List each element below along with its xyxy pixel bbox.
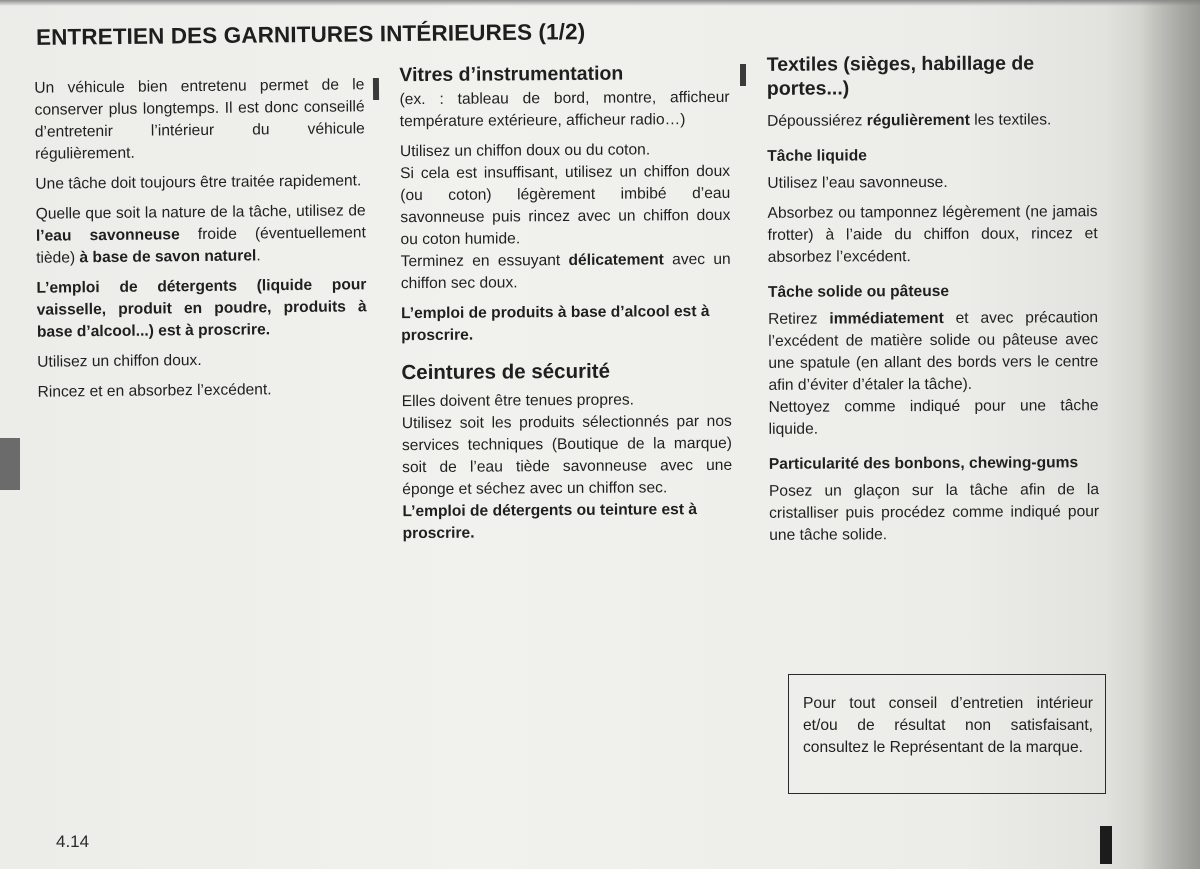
instrument-damp-cloth-paragraph: Si cela est insuffisant, utilisez un chiffon doux (ou coton) légèrement imbibé d’eau savonneuse puis rincez avec un chiffon doux ou coton humide. — [400, 162, 731, 249]
belts-products-paragraph: Utilisez soit les produits sélectionnés par nos services techniques (Boutique de la marque) soit de l’eau tiède savonneuse avec une éponge et séchez avec un chiffon sec. — [401, 412, 733, 499]
emphasis-gently: délicatement — [568, 251, 664, 269]
intro-paragraph: Un véhicule bien entretenu permet de le conserver plus longtemps. Il est donc conseillé d’entretenir l’intérieur du véhicule régulièrement. — [34, 76, 365, 163]
heading-seat-belts: Ceintures de sécurité — [401, 359, 611, 385]
emphasis-natural-soap: à base de savon naturel — [79, 247, 257, 267]
instrument-cloth-paragraph: Utilisez un chiffon doux ou du coton. — [399, 141, 651, 161]
alcohol-warning: L’emploi de produits à base d’alcool est à proscrire. — [400, 302, 710, 345]
text-run: . — [256, 247, 261, 265]
liquid-stain-absorb: Absorbez ou tamponnez légèrement (ne jamais frotter) à l’aide du chiffon doux, rincez et absorbez l’excédent. — [767, 203, 1098, 266]
soapy-water-paragraph — [36, 200, 367, 269]
page-top-shadow — [0, 0, 1200, 6]
text-run: Retirez — [768, 310, 830, 328]
textiles-dust-paragraph — [767, 109, 1097, 133]
section-marker-bar — [740, 64, 746, 86]
liquid-stain-soapy-water: Utilisez l’eau savonneuse. — [767, 173, 948, 192]
section-marker-bar — [373, 78, 379, 100]
heading-textiles: Textiles (sièges, habillage de portes...) — [766, 52, 1035, 100]
soft-cloth-paragraph: Utilisez un chiffon doux. — [37, 352, 202, 371]
page-gutter-shadow — [1140, 0, 1200, 869]
column-instruments-belts — [399, 61, 732, 553]
text-run: les textiles. — [969, 111, 1052, 129]
column-textiles — [767, 51, 1100, 555]
subheading-chewing-gum: Particularité des bonbons, chewing-gums — [768, 454, 1079, 473]
instrument-finish-paragraph — [401, 249, 731, 295]
belts-detergent-warning: L’emploi de détergents ou teinture est à proscrire. — [402, 501, 698, 543]
chapter-tab-left — [0, 438, 20, 490]
emphasis-regularly: régulièrement — [866, 111, 970, 130]
solid-stain-clean: Nettoyez comme indiqué pour une tâche liquide. — [768, 397, 1099, 438]
text-run: froide (éventuellement tiède) — [36, 224, 366, 267]
page-number: 4.14 — [56, 832, 90, 851]
text-run: Dépoussiérez — [767, 112, 867, 130]
subheading-liquid-stain: Tâche liquide — [767, 147, 867, 165]
detergent-warning: L’emploi de détergents (liquide pour vaisselle, produit en poudre, produits à base d’alcool...) est à proscrire. — [36, 276, 367, 341]
text-run: Quelle que soit la nature de la tâche, utilisez de — [35, 202, 366, 223]
page-title: ENTRETIEN DES GARNITURES INTÉRIEURES (1/2) — [35, 19, 586, 50]
column-intro — [34, 74, 367, 411]
urgency-paragraph: Une tâche doit toujours être traitée rapidement. — [35, 172, 362, 193]
text-run: avec un chiffon sec doux. — [400, 250, 731, 293]
advice-note-box: Pour tout conseil d’entretien intérieur et/ou de résultat non satisfaisant, consultez le Représentant de la marque. — [788, 674, 1106, 794]
chapter-tab-right — [1100, 826, 1112, 864]
text-run: Terminez en essuyant — [400, 251, 569, 271]
emphasis-immediately: immédiatement — [829, 309, 944, 328]
text-run: et avec précaution l’excédent de matière solide ou pâteuse avec une spatule (en allant des bords vers le centre afin d’éviter d’étaler la tâche). — [768, 309, 1099, 394]
emphasis-soapy-water: l’eau savonneuse — [35, 226, 180, 245]
instrument-examples: (ex. : tableau de bord, montre, afficheur température extérieure, afficheur radio…) — [399, 88, 730, 131]
subheading-solid-stain: Tâche solide ou pâteuse — [767, 282, 950, 301]
chewing-gum-paragraph: Posez un glaçon sur la tâche afin de la cristalliser puis procédez comme indiqué pour une tâche solide. — [768, 481, 1100, 544]
heading-instrument-glass: Vitres d’instrumentation — [399, 62, 624, 87]
solid-stain-remove — [768, 307, 1098, 397]
belts-clean-paragraph: Elles doivent être tenues propres. — [401, 391, 635, 411]
rinse-paragraph: Rincez et en absorbez l’excédent. — [37, 381, 272, 401]
